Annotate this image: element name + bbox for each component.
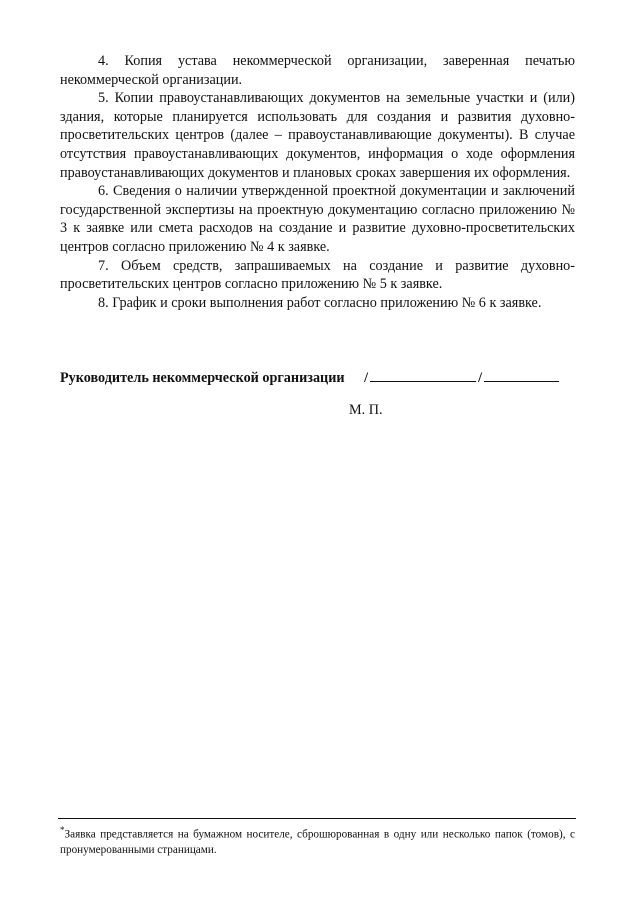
item-7: 7. Объем средств, запрашиваемых на создание и развитие духовно-просветительских центров согласно приложению № 5 к заявке. [60,257,575,293]
stamp-placeholder: М. П. [349,402,383,418]
signature-label: Руководитель некоммерческой организации [60,370,345,386]
document-body [60,52,575,312]
signature-block [60,369,580,387]
footnote-mark: * [60,825,65,835]
footnote-divider [58,818,576,819]
footnote [60,823,575,858]
signature-line [370,369,476,382]
item-4: 4. Копия устава некоммерческой организации, заверенная печатью некоммерческой организации. [60,53,575,88]
signature-slash-1: / [364,370,369,386]
item-8: 8. График и сроки выполнения работ согласно приложению № 6 к заявке. [98,294,542,311]
signature-slash-2: / [478,370,483,386]
item-6: 6. Сведения о наличии утвержденной проектной документации и заключений государственной экспертизы на проектную документацию согласно приложению № 3 к заявке или смета расходов на создание и развитие духовно-просветительских центров согласно приложению № 4 к заявке. [60,183,575,255]
footnote-text: Заявка представляется на бумажном носителе, сброшюрованная в одну или несколько папок (томов), с пронумерованными страницами. [60,828,575,856]
name-line [484,369,559,382]
item-5: 5. Копии правоустанавливающих документов на земельные участки и (или) здания, которые планируется использовать для создания и развития духовно-просветительских центров (далее – правоустанавливающие документы). В случае отсутствия правоустанавливающих документов, информация о ходе оформления правоустанавливающих документов и плановых сроках завершения их оформления. [60,90,575,181]
